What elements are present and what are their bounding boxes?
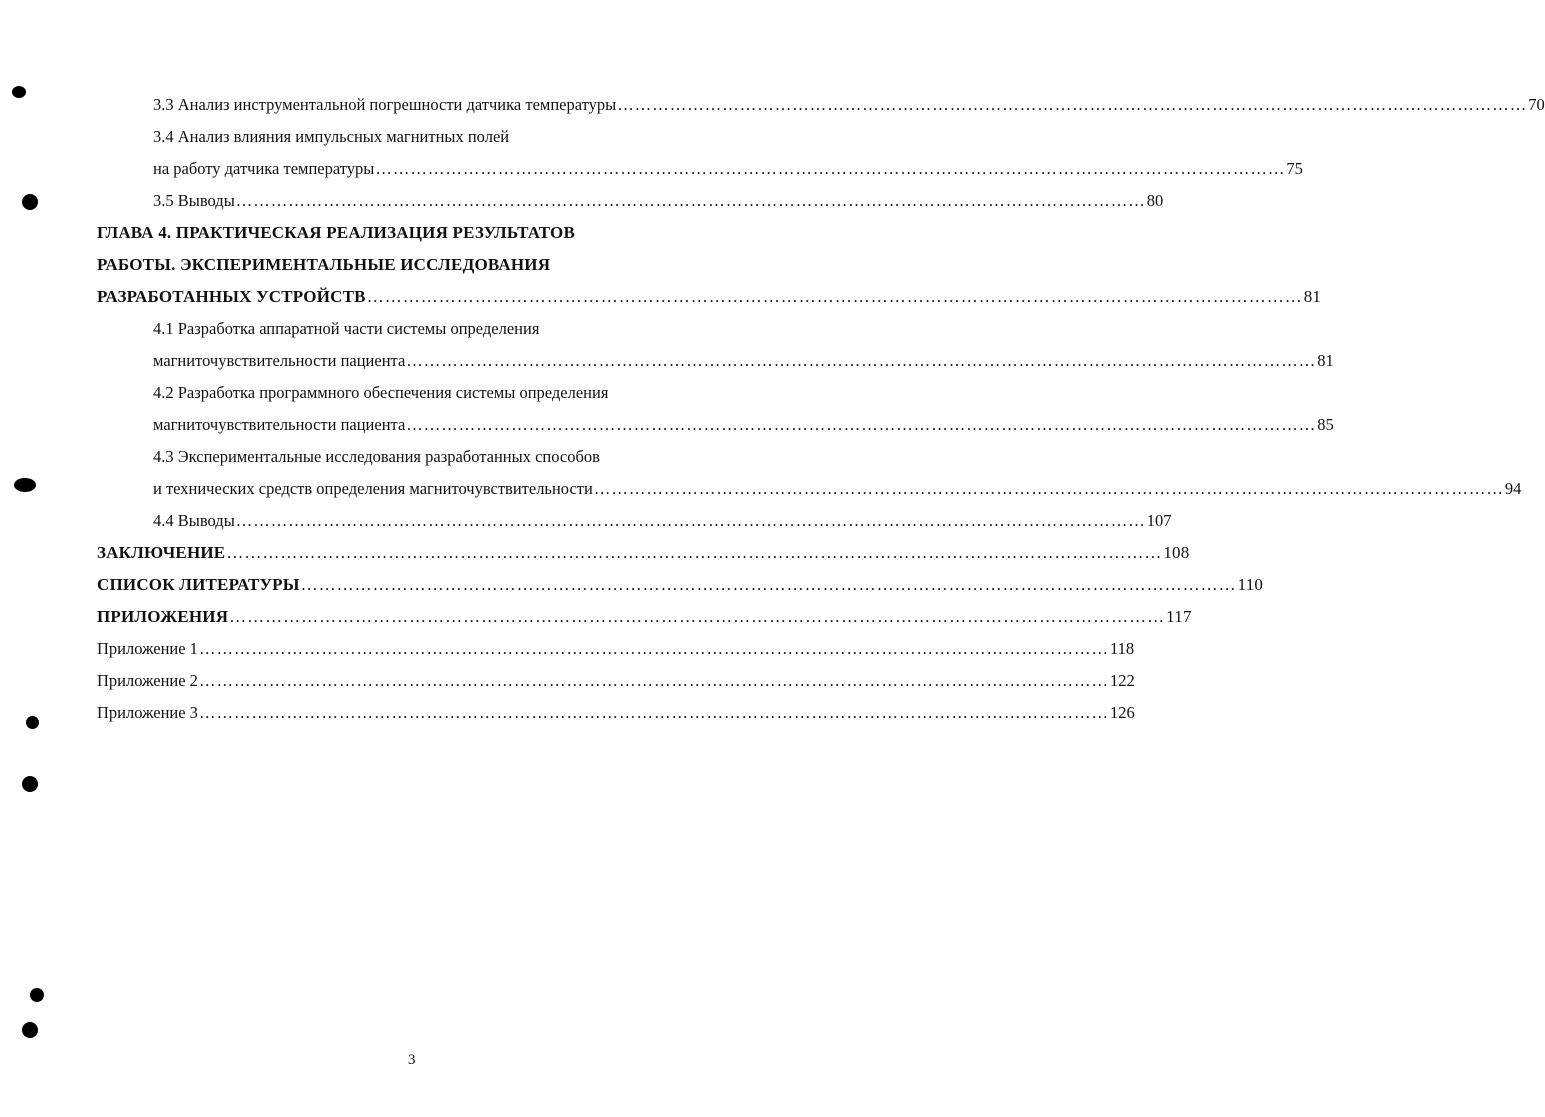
dot-leader: ………………………………………………………………………………………………………………………………………… xyxy=(198,639,1109,658)
toc-appendix-3 xyxy=(97,702,1135,724)
toc-page-number: 117 xyxy=(1166,607,1192,626)
toc-entry-title: Приложение 2 xyxy=(97,671,198,690)
toc-page-number: 118 xyxy=(1109,639,1135,658)
toc-entry-title: магниточувствительности пациента xyxy=(153,415,406,434)
toc-entry-4-2 xyxy=(153,414,1334,436)
toc-entry-title: Приложение 3 xyxy=(97,703,198,722)
toc-page-number: 81 xyxy=(1303,287,1322,306)
dot-leader: ………………………………………………………………………………………………………………………………………… xyxy=(226,543,1163,562)
toc-entry-title: РАЗРАБОТАННЫХ УСТРОЙСТВ xyxy=(97,287,366,306)
binder-hole-mark xyxy=(12,86,26,98)
dot-leader: ………………………………………………………………………………………………………………………………………… xyxy=(235,191,1146,210)
dot-leader: ………………………………………………………………………………………………………………………………………… xyxy=(229,607,1166,626)
toc-entry-title: Приложение 1 xyxy=(97,639,198,658)
toc-entry-title: на работу датчика температуры xyxy=(153,159,375,178)
dot-leader: ………………………………………………………………………………………………………………………………………… xyxy=(406,351,1317,370)
toc-entry-3-4-line1: 3.4 Анализ влияния импульсных магнитных полей xyxy=(153,127,510,146)
toc-page-number: 110 xyxy=(1237,575,1264,594)
toc-entry-4-3 xyxy=(153,478,1522,500)
toc-chapter-4-line1: ГЛАВА 4. ПРАКТИЧЕСКАЯ РЕАЛИЗАЦИЯ РЕЗУЛЬТАТОВ xyxy=(97,223,576,242)
toc-entry-title: магниточувствительности пациента xyxy=(153,351,406,370)
toc-chapter-4-line2: РАБОТЫ. ЭКСПЕРИМЕНТАЛЬНЫЕ ИССЛЕДОВАНИЯ xyxy=(97,255,551,274)
toc-entry-title: ПРИЛОЖЕНИЯ xyxy=(97,607,229,626)
toc-entry-4-1-line1: 4.1 Разработка аппаратной части системы определения xyxy=(153,319,540,338)
dot-leader: ………………………………………………………………………………………………………………………………………… xyxy=(617,95,1528,114)
binder-hole-mark xyxy=(14,478,36,492)
toc-entry-title: СПИСОК ЛИТЕРАТУРЫ xyxy=(97,575,300,594)
toc-appendix-1 xyxy=(97,638,1135,660)
toc-appendices xyxy=(97,606,1192,628)
toc-references xyxy=(97,574,1264,596)
toc-page-number: 80 xyxy=(1146,191,1164,210)
dot-leader: ………………………………………………………………………………………………………………………………………… xyxy=(198,671,1109,690)
dot-leader: ………………………………………………………………………………………………………………………………………… xyxy=(593,479,1504,498)
toc-entry-title: 3.5 Выводы xyxy=(153,191,235,210)
toc-entry-title: и технических средств определения магниточувствительности xyxy=(153,479,593,498)
toc-page-number: 94 xyxy=(1504,479,1522,498)
toc-entry-title: 3.3 Анализ инструментальной погрешности датчика температуры xyxy=(153,95,617,114)
binder-hole-mark xyxy=(26,716,39,729)
toc-entry-3-5 xyxy=(153,190,1164,212)
dot-leader: ………………………………………………………………………………………………………………………………………… xyxy=(375,159,1286,178)
toc-conclusion xyxy=(97,542,1190,564)
toc-entry-4-1 xyxy=(153,350,1334,372)
toc-chapter-4 xyxy=(97,286,1322,308)
toc-entry-4-3-line1: 4.3 Экспериментальные исследования разработанных способов xyxy=(153,447,600,466)
toc-page-number: 75 xyxy=(1286,159,1303,178)
toc-page-number: 81 xyxy=(1317,351,1334,370)
toc-page-number: 108 xyxy=(1163,543,1190,562)
toc-entry-3-4 xyxy=(153,158,1303,180)
dot-leader: ………………………………………………………………………………………………………………………………………… xyxy=(198,703,1109,722)
dot-leader: ………………………………………………………………………………………………………………………………………… xyxy=(406,415,1317,434)
toc-page-number: 107 xyxy=(1146,511,1172,530)
toc-entry-4-2-line1: 4.2 Разработка программного обеспечения системы определения xyxy=(153,383,609,402)
toc-page-number: 126 xyxy=(1109,703,1135,722)
toc-entry-4-4 xyxy=(153,510,1172,532)
dot-leader: ………………………………………………………………………………………………………………………………………… xyxy=(235,511,1146,530)
binder-hole xyxy=(22,1022,38,1038)
toc-page-number: 85 xyxy=(1317,415,1334,434)
toc-page-number: 122 xyxy=(1109,671,1135,690)
toc-entry-title: 4.4 Выводы xyxy=(153,511,235,530)
toc-entry-3-3 xyxy=(153,94,1545,116)
binder-hole xyxy=(22,194,38,210)
toc-entry-title: ЗАКЛЮЧЕНИЕ xyxy=(97,543,226,562)
page-number: 3 xyxy=(408,1052,416,1068)
dot-leader: ………………………………………………………………………………………………………………………………………… xyxy=(300,575,1237,594)
dot-leader: ………………………………………………………………………………………………………………………………………… xyxy=(366,287,1303,306)
toc-appendix-2 xyxy=(97,670,1135,692)
toc-page-number: 70 xyxy=(1528,95,1545,114)
binder-hole-mark xyxy=(30,988,44,1002)
binder-hole xyxy=(22,776,38,792)
